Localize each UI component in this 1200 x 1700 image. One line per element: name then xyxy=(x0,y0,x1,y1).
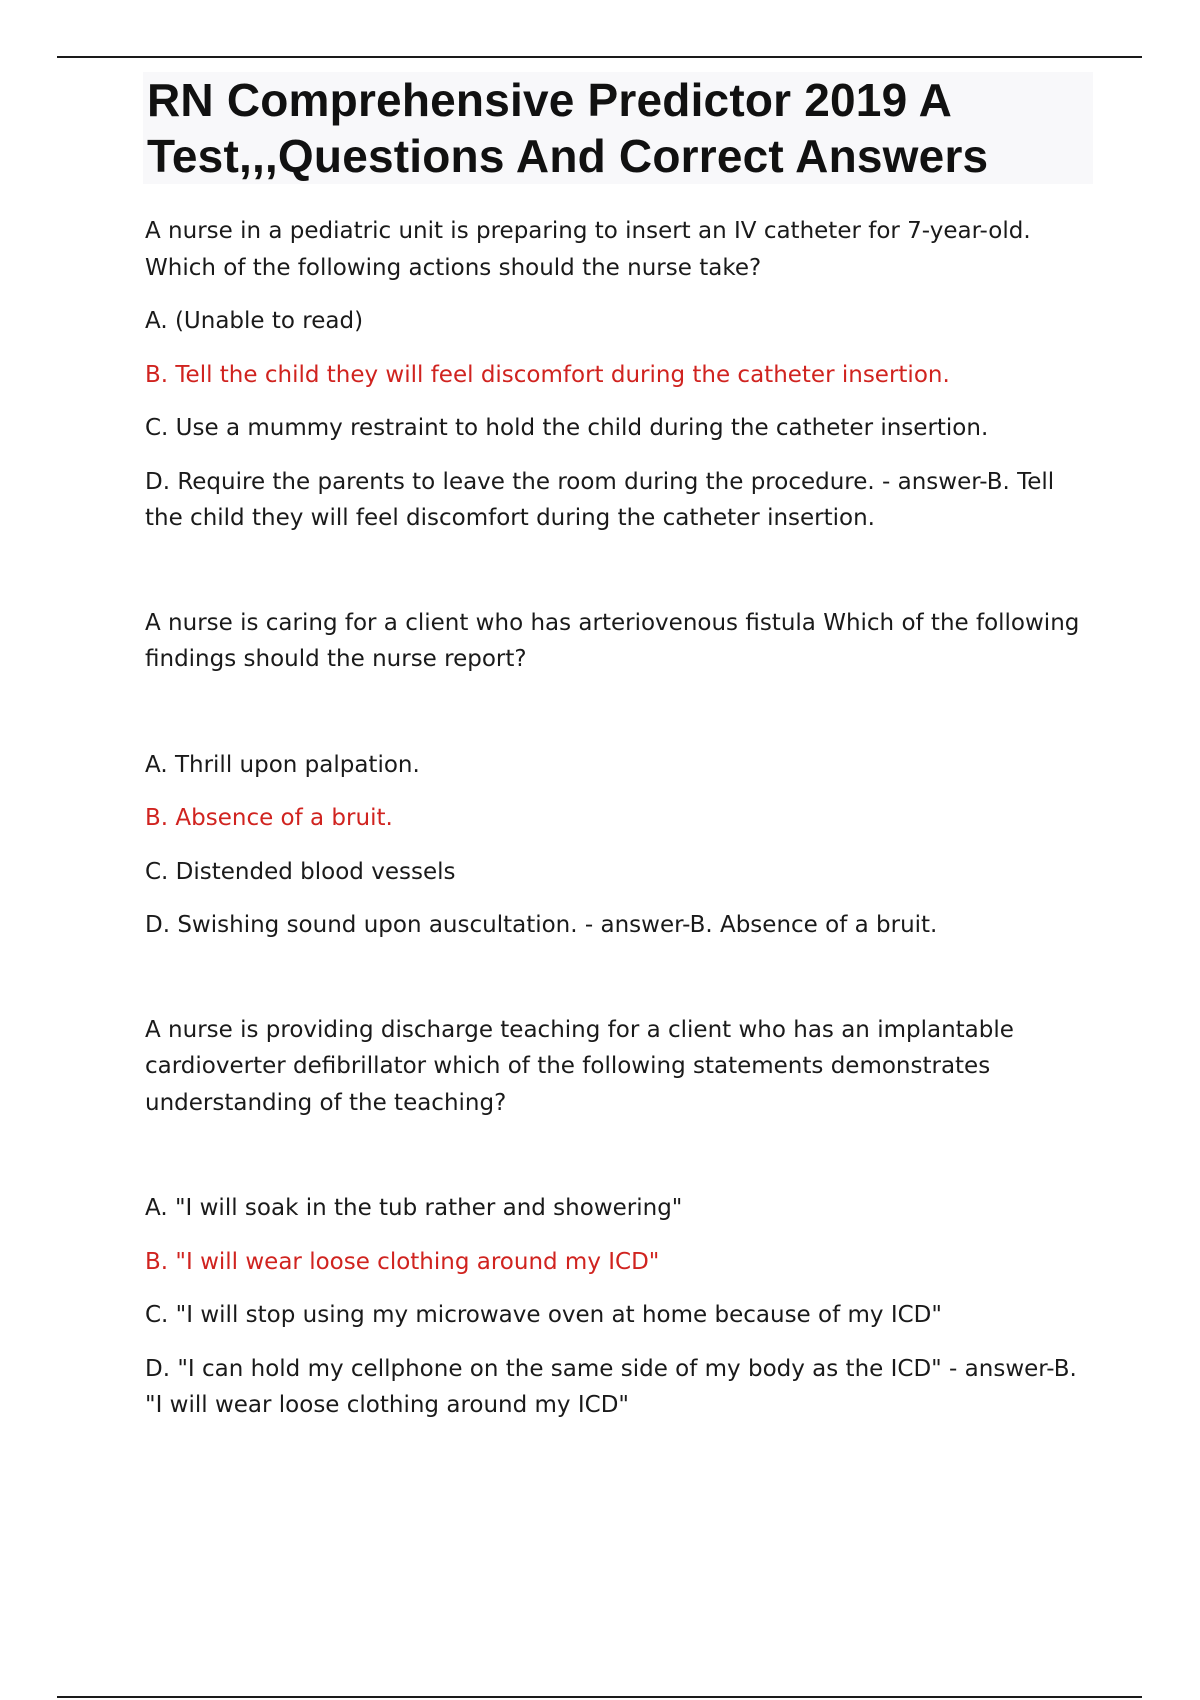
option-b-correct: B. Tell the child they will feel discomfort during the catheter insertion. xyxy=(145,361,950,388)
question-stem: A nurse is caring for a client who has arteriovenous fistula Which of the following findings should the nurse report? xyxy=(145,609,1080,672)
question-2 xyxy=(145,605,1095,944)
document-body xyxy=(145,213,1095,1424)
bottom-rule xyxy=(57,1696,1142,1698)
option-d-answer: D. Swishing sound upon auscultation. - answer-B. Absence of a bruit. xyxy=(145,912,938,938)
question-stem: A nurse in a pediatric unit is preparing to insert an IV catheter for 7-year-old. Which of the following actions should the nurse take? xyxy=(145,218,1031,281)
page-title: RN Comprehensive Predictor 2019 A Test,,,Questions And Correct Answers xyxy=(147,74,989,182)
option-c: C. "I will stop using my microwave oven at home because of my ICD" xyxy=(145,1302,942,1328)
option-d-answer: D. "I can hold my cellphone on the same side of my body as the ICD" - answer-B. "I will wear loose clothing around my ICD" xyxy=(145,1355,1077,1418)
option-b-correct: B. Absence of a bruit. xyxy=(145,805,393,831)
option-b-correct: B. "I will wear loose clothing around my ICD" xyxy=(145,1248,660,1275)
question-stem: A nurse is providing discharge teaching for a client who has an implantable cardioverter defibrillator which of the following statements demonstrates understanding of the teaching? xyxy=(145,1016,1014,1116)
option-c: C. Distended blood vessels xyxy=(145,858,456,885)
top-rule xyxy=(57,56,1142,58)
option-a: A. (Unable to read) xyxy=(145,308,364,334)
question-3 xyxy=(145,1012,1095,1424)
option-d-answer: D. Require the parents to leave the room during the procedure. - answer-B. Tell the child they will feel discomfort during the catheter insertion. xyxy=(145,468,1055,531)
question-1 xyxy=(145,213,1095,537)
option-a: A. Thrill upon palpation. xyxy=(145,751,420,778)
option-a: A. "I will soak in the tub rather and showering" xyxy=(145,1195,683,1221)
option-c: C. Use a mummy restraint to hold the child during the catheter insertion. xyxy=(145,415,989,441)
